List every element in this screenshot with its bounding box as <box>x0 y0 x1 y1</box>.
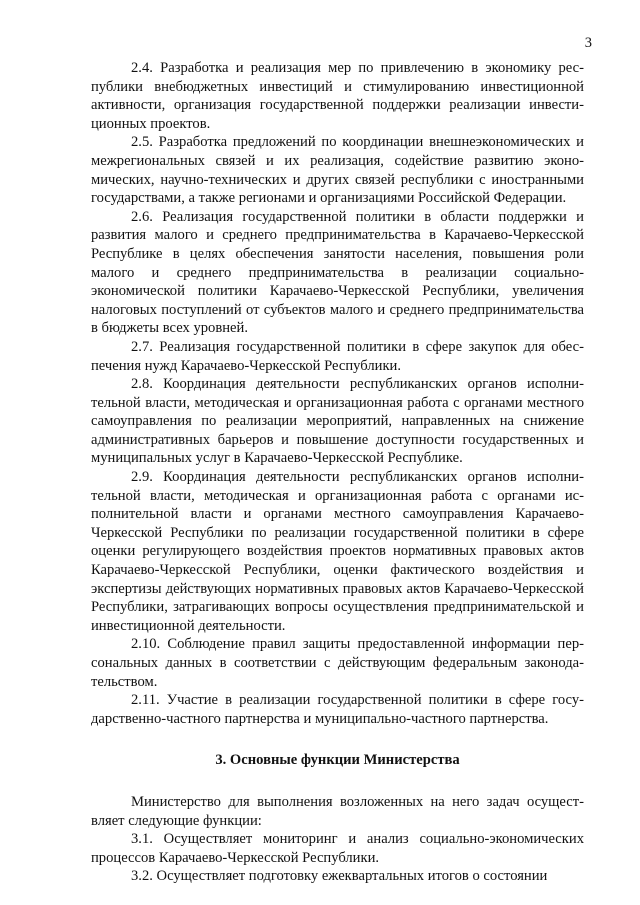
page-number: 3 <box>584 35 592 51</box>
item-2-9: 2.9. Координация деятельности республиканских органов исполнительной власти, методическая и организационная работа с органами исполнительной власти и органами местного самоуправления Карачаево-Черкесской Республики по реализации государственной политики в сфере оценки регулирующего воздействия проектов нормативных правовых актов Карачаево-Черкесской Республики, оценки фактического воздействия и экспертизы действующих нормативных правовых актов Карачаево-Черкесской Республики, затрагивающих вопросы осуществления предпринимательской и инвестиционной деятельности. <box>91 469 584 634</box>
item-3-2: 3.2. Осуществляет подготовку ежеквартальных итогов о состоянии <box>131 868 548 885</box>
section-3-intro: Министерство для выполнения возложенных на него задач осуществляет следующие функции: <box>91 793 584 829</box>
item-3-1: 3.1. Осуществляет мониторинг и анализ социально-экономических процессов Карачаево-Черкесской Республики. <box>91 831 584 866</box>
document-body <box>91 59 584 886</box>
item-2-6: 2.6. Реализация государственной политики в области поддержки и развития малого и среднего предпринимательства в Карачаево-Черкесской Республике в целях обеспечения занятости населения, повышения роли малого и среднего предпринимательства в реализации социально-экономической политики Карачаево-Черкесской Республики, увеличения налоговых поступлений от субъектов малого и среднего предпринимательства в бюджеты всех уровней. <box>91 208 584 337</box>
item-2-10: 2.10. Соблюдение правил защиты предоставленной информации персональных данных в соответствии с действующим федеральным законодательством. <box>91 636 584 690</box>
item-2-11: 2.11. Участие в реализации государственной политики в сфере государственно-частного партнерства и муниципально-частного партнерства. <box>91 692 584 727</box>
item-2-8: 2.8. Координация деятельности республиканских органов исполнительной власти, методическая и организационная работа с органами местного самоуправления по реализации мероприятий, направленных на снижение административных барьеров и повышение доступности государственных и муниципальных услуг в Карачаево-Черкесской Республике. <box>91 376 584 467</box>
section-3-heading: 3. Основные функции Министерства <box>215 752 460 769</box>
item-2-5: 2.5. Разработка предложений по координации внешнеэкономических и межрегиональных связей и их реализация, содействие развитию экономических, научно-технических и других связей республики с иностранными государствами, а также регионами и организациями Российской Федерации. <box>91 134 584 207</box>
item-2-7: 2.7. Реализация государственной политики в сфере закупок для обеспечения нужд Карачаево-Черкесской Республики. <box>91 338 584 374</box>
item-2-4: 2.4. Разработка и реализация мер по привлечению в экономику республики внебюджетных инвестиций и стимулированию инвестиционной активности, организация государственной поддержки реализации инвестиционных проектов. <box>91 60 584 132</box>
